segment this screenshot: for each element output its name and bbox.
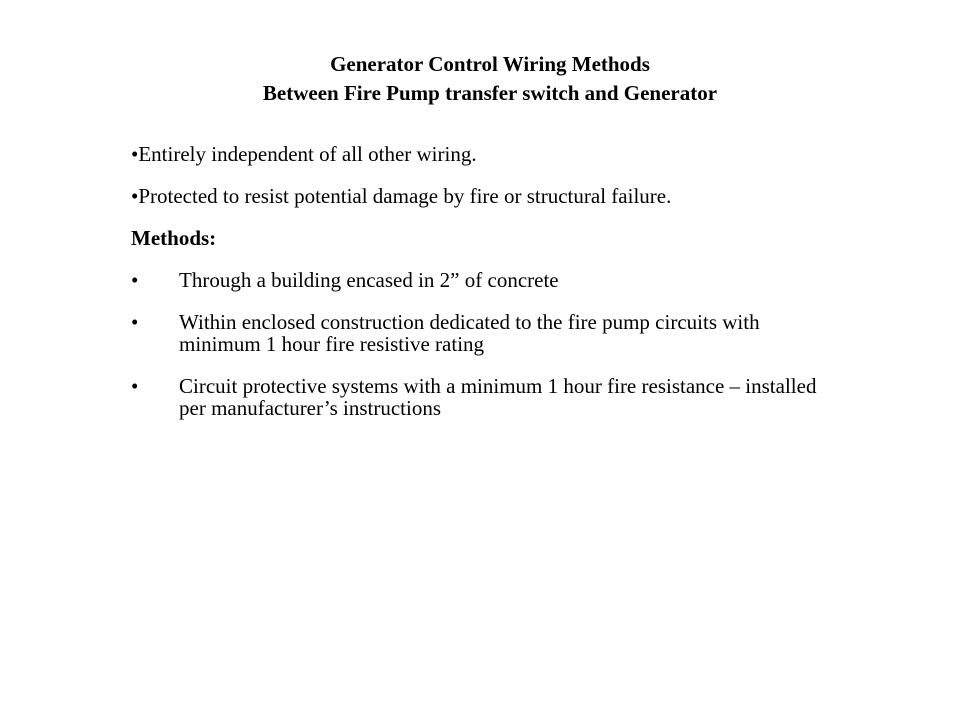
method-bullet-marker: •: [131, 310, 139, 334]
method-bullet-marker: •: [131, 268, 139, 292]
methods-list: [131, 269, 891, 419]
method-text: Through a building encased in 2” of concrete: [179, 268, 559, 292]
bullet-text: Protected to resist potential damage by fire or structural failure.: [138, 184, 672, 208]
title-line-2: Between Fire Pump transfer switch and Generator: [262, 81, 718, 105]
bullet-marker: •: [131, 142, 139, 166]
method-text: Circuit protective systems with a minimum 1 hour fire resistance – installed per manufacturer’s instructions: [179, 374, 817, 420]
bullet-marker: •: [131, 184, 139, 208]
bullet-protected-wiring: [131, 185, 891, 207]
slide-title: [0, 50, 960, 108]
title-line-1: Generator Control Wiring Methods: [330, 52, 650, 76]
method-bullet-marker: •: [131, 374, 139, 398]
method-item-concrete: [83, 269, 819, 291]
methods-heading: Methods:: [131, 226, 217, 250]
method-item-protective-systems: [83, 375, 819, 419]
method-item-enclosed-construction: [83, 311, 819, 355]
slide-body: [131, 143, 891, 439]
bullet-text: Entirely independent of all other wiring.: [138, 142, 477, 166]
bullet-independent-wiring: [131, 143, 891, 165]
method-text: Within enclosed construction dedicated to the fire pump circuits with minimum 1 hour fire resistive rating: [179, 310, 760, 356]
